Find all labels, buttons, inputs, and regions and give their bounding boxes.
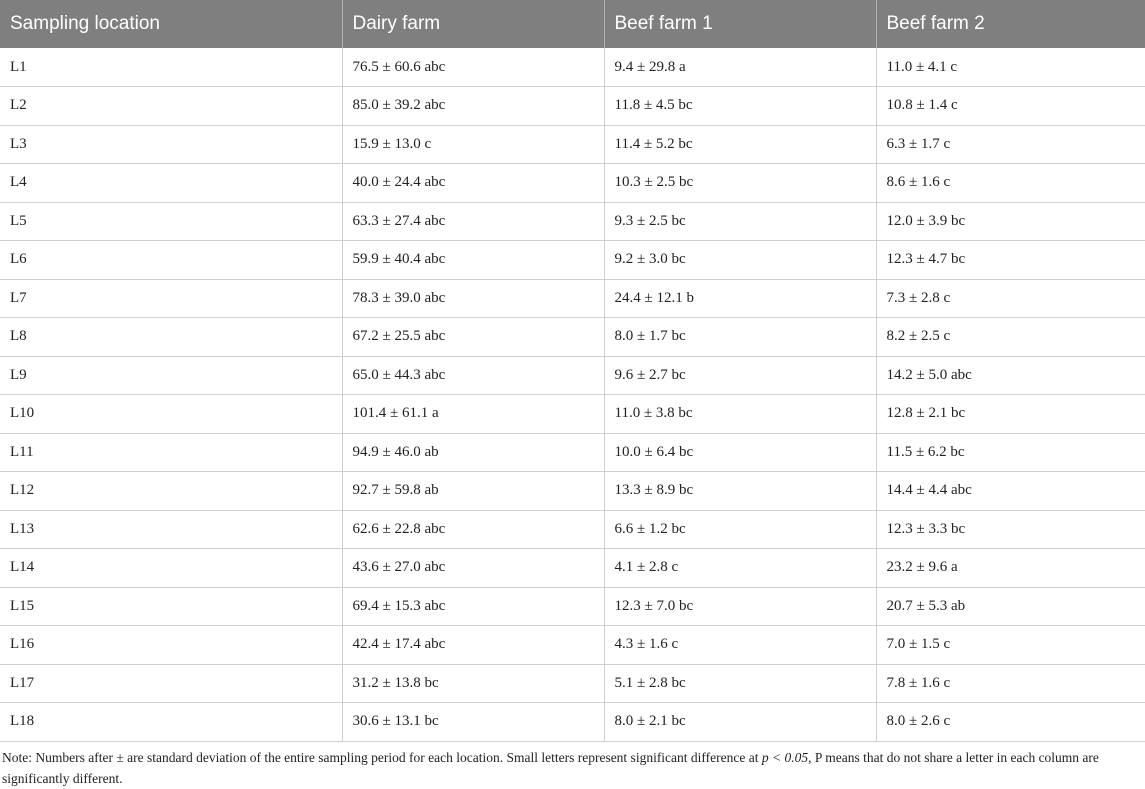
cell-location: L14 xyxy=(0,549,342,588)
table-row xyxy=(0,626,1145,665)
cell-dairy-farm: 85.0 ± 39.2 abc xyxy=(342,87,604,126)
cell-location: L7 xyxy=(0,279,342,318)
cell-beef-farm-1: 5.1 ± 2.8 bc xyxy=(604,664,876,703)
cell-dairy-farm: 101.4 ± 61.1 a xyxy=(342,395,604,434)
cell-dairy-farm: 67.2 ± 25.5 abc xyxy=(342,318,604,357)
cell-location: L1 xyxy=(0,48,342,87)
cell-location: L8 xyxy=(0,318,342,357)
table-body xyxy=(0,48,1145,741)
note-text-start: Note: Numbers after ± are standard deviation of the entire sampling period for each location. Small letters represent significant difference at xyxy=(2,749,762,765)
cell-location: L9 xyxy=(0,356,342,395)
header-dairy-farm: Dairy farm xyxy=(342,0,604,48)
cell-location: L4 xyxy=(0,164,342,203)
cell-location: L16 xyxy=(0,626,342,665)
cell-dairy-farm: 65.0 ± 44.3 abc xyxy=(342,356,604,395)
cell-beef-farm-1: 9.4 ± 29.8 a xyxy=(604,48,876,87)
cell-beef-farm-2: 11.0 ± 4.1 c xyxy=(876,48,1145,87)
table-row xyxy=(0,125,1145,164)
cell-beef-farm-1: 13.3 ± 8.9 bc xyxy=(604,472,876,511)
cell-beef-farm-2: 7.3 ± 2.8 c xyxy=(876,279,1145,318)
cell-location: L2 xyxy=(0,87,342,126)
table-row xyxy=(0,587,1145,626)
cell-dairy-farm: 94.9 ± 46.0 ab xyxy=(342,433,604,472)
cell-beef-farm-1: 11.0 ± 3.8 bc xyxy=(604,395,876,434)
cell-beef-farm-2: 7.8 ± 1.6 c xyxy=(876,664,1145,703)
cell-location: L13 xyxy=(0,510,342,549)
cell-beef-farm-2: 7.0 ± 1.5 c xyxy=(876,626,1145,665)
header-beef-farm-2: Beef farm 2 xyxy=(876,0,1145,48)
table-row xyxy=(0,164,1145,203)
table-row xyxy=(0,664,1145,703)
cell-beef-farm-1: 6.6 ± 1.2 bc xyxy=(604,510,876,549)
cell-beef-farm-2: 6.3 ± 1.7 c xyxy=(876,125,1145,164)
cell-beef-farm-2: 14.4 ± 4.4 abc xyxy=(876,472,1145,511)
cell-location: L15 xyxy=(0,587,342,626)
cell-dairy-farm: 40.0 ± 24.4 abc xyxy=(342,164,604,203)
table-row xyxy=(0,241,1145,280)
cell-beef-farm-1: 10.3 ± 2.5 bc xyxy=(604,164,876,203)
note-text-end: , P means that do not share a letter in each column are significantly different. xyxy=(2,749,1099,786)
cell-beef-farm-1: 9.3 ± 2.5 bc xyxy=(604,202,876,241)
table-note xyxy=(0,742,1145,789)
cell-dairy-farm: 62.6 ± 22.8 abc xyxy=(342,510,604,549)
cell-beef-farm-2: 8.0 ± 2.6 c xyxy=(876,703,1145,742)
header-row xyxy=(0,0,1145,48)
cell-dairy-farm: 31.2 ± 13.8 bc xyxy=(342,664,604,703)
cell-beef-farm-1: 8.0 ± 2.1 bc xyxy=(604,703,876,742)
cell-beef-farm-2: 10.8 ± 1.4 c xyxy=(876,87,1145,126)
cell-beef-farm-1: 4.1 ± 2.8 c xyxy=(604,549,876,588)
cell-beef-farm-1: 24.4 ± 12.1 b xyxy=(604,279,876,318)
cell-location: L12 xyxy=(0,472,342,511)
table-row xyxy=(0,356,1145,395)
table-row xyxy=(0,202,1145,241)
cell-dairy-farm: 43.6 ± 27.0 abc xyxy=(342,549,604,588)
table-row xyxy=(0,510,1145,549)
cell-beef-farm-2: 8.2 ± 2.5 c xyxy=(876,318,1145,357)
header-beef-farm-1: Beef farm 1 xyxy=(604,0,876,48)
cell-beef-farm-1: 9.2 ± 3.0 bc xyxy=(604,241,876,280)
cell-beef-farm-1: 11.4 ± 5.2 bc xyxy=(604,125,876,164)
cell-dairy-farm: 63.3 ± 27.4 abc xyxy=(342,202,604,241)
table-row xyxy=(0,472,1145,511)
header-sampling-location: Sampling location xyxy=(0,0,342,48)
cell-beef-farm-1: 8.0 ± 1.7 bc xyxy=(604,318,876,357)
table-row xyxy=(0,433,1145,472)
cell-beef-farm-2: 12.0 ± 3.9 bc xyxy=(876,202,1145,241)
cell-location: L10 xyxy=(0,395,342,434)
cell-beef-farm-1: 12.3 ± 7.0 bc xyxy=(604,587,876,626)
table-row xyxy=(0,318,1145,357)
cell-beef-farm-2: 8.6 ± 1.6 c xyxy=(876,164,1145,203)
table-row xyxy=(0,87,1145,126)
table-row xyxy=(0,279,1145,318)
table-row xyxy=(0,549,1145,588)
cell-beef-farm-1: 9.6 ± 2.7 bc xyxy=(604,356,876,395)
cell-beef-farm-2: 12.3 ± 3.3 bc xyxy=(876,510,1145,549)
cell-location: L3 xyxy=(0,125,342,164)
cell-dairy-farm: 92.7 ± 59.8 ab xyxy=(342,472,604,511)
cell-location: L18 xyxy=(0,703,342,742)
cell-beef-farm-2: 20.7 ± 5.3 ab xyxy=(876,587,1145,626)
cell-location: L17 xyxy=(0,664,342,703)
cell-beef-farm-2: 12.3 ± 4.7 bc xyxy=(876,241,1145,280)
cell-beef-farm-2: 23.2 ± 9.6 a xyxy=(876,549,1145,588)
cell-dairy-farm: 69.4 ± 15.3 abc xyxy=(342,587,604,626)
table-row xyxy=(0,48,1145,87)
cell-dairy-farm: 30.6 ± 13.1 bc xyxy=(342,703,604,742)
cell-beef-farm-2: 14.2 ± 5.0 abc xyxy=(876,356,1145,395)
cell-beef-farm-2: 11.5 ± 6.2 bc xyxy=(876,433,1145,472)
cell-dairy-farm: 76.5 ± 60.6 abc xyxy=(342,48,604,87)
table-row xyxy=(0,395,1145,434)
note-p-value: p < 0.05 xyxy=(761,749,809,765)
cell-beef-farm-1: 11.8 ± 4.5 bc xyxy=(604,87,876,126)
cell-dairy-farm: 59.9 ± 40.4 abc xyxy=(342,241,604,280)
table-row xyxy=(0,703,1145,742)
cell-dairy-farm: 15.9 ± 13.0 c xyxy=(342,125,604,164)
cell-beef-farm-1: 10.0 ± 6.4 bc xyxy=(604,433,876,472)
cell-location: L6 xyxy=(0,241,342,280)
cell-dairy-farm: 78.3 ± 39.0 abc xyxy=(342,279,604,318)
cell-dairy-farm: 42.4 ± 17.4 abc xyxy=(342,626,604,665)
cell-beef-farm-1: 4.3 ± 1.6 c xyxy=(604,626,876,665)
cell-location: L11 xyxy=(0,433,342,472)
cell-beef-farm-2: 12.8 ± 2.1 bc xyxy=(876,395,1145,434)
cell-location: L5 xyxy=(0,202,342,241)
